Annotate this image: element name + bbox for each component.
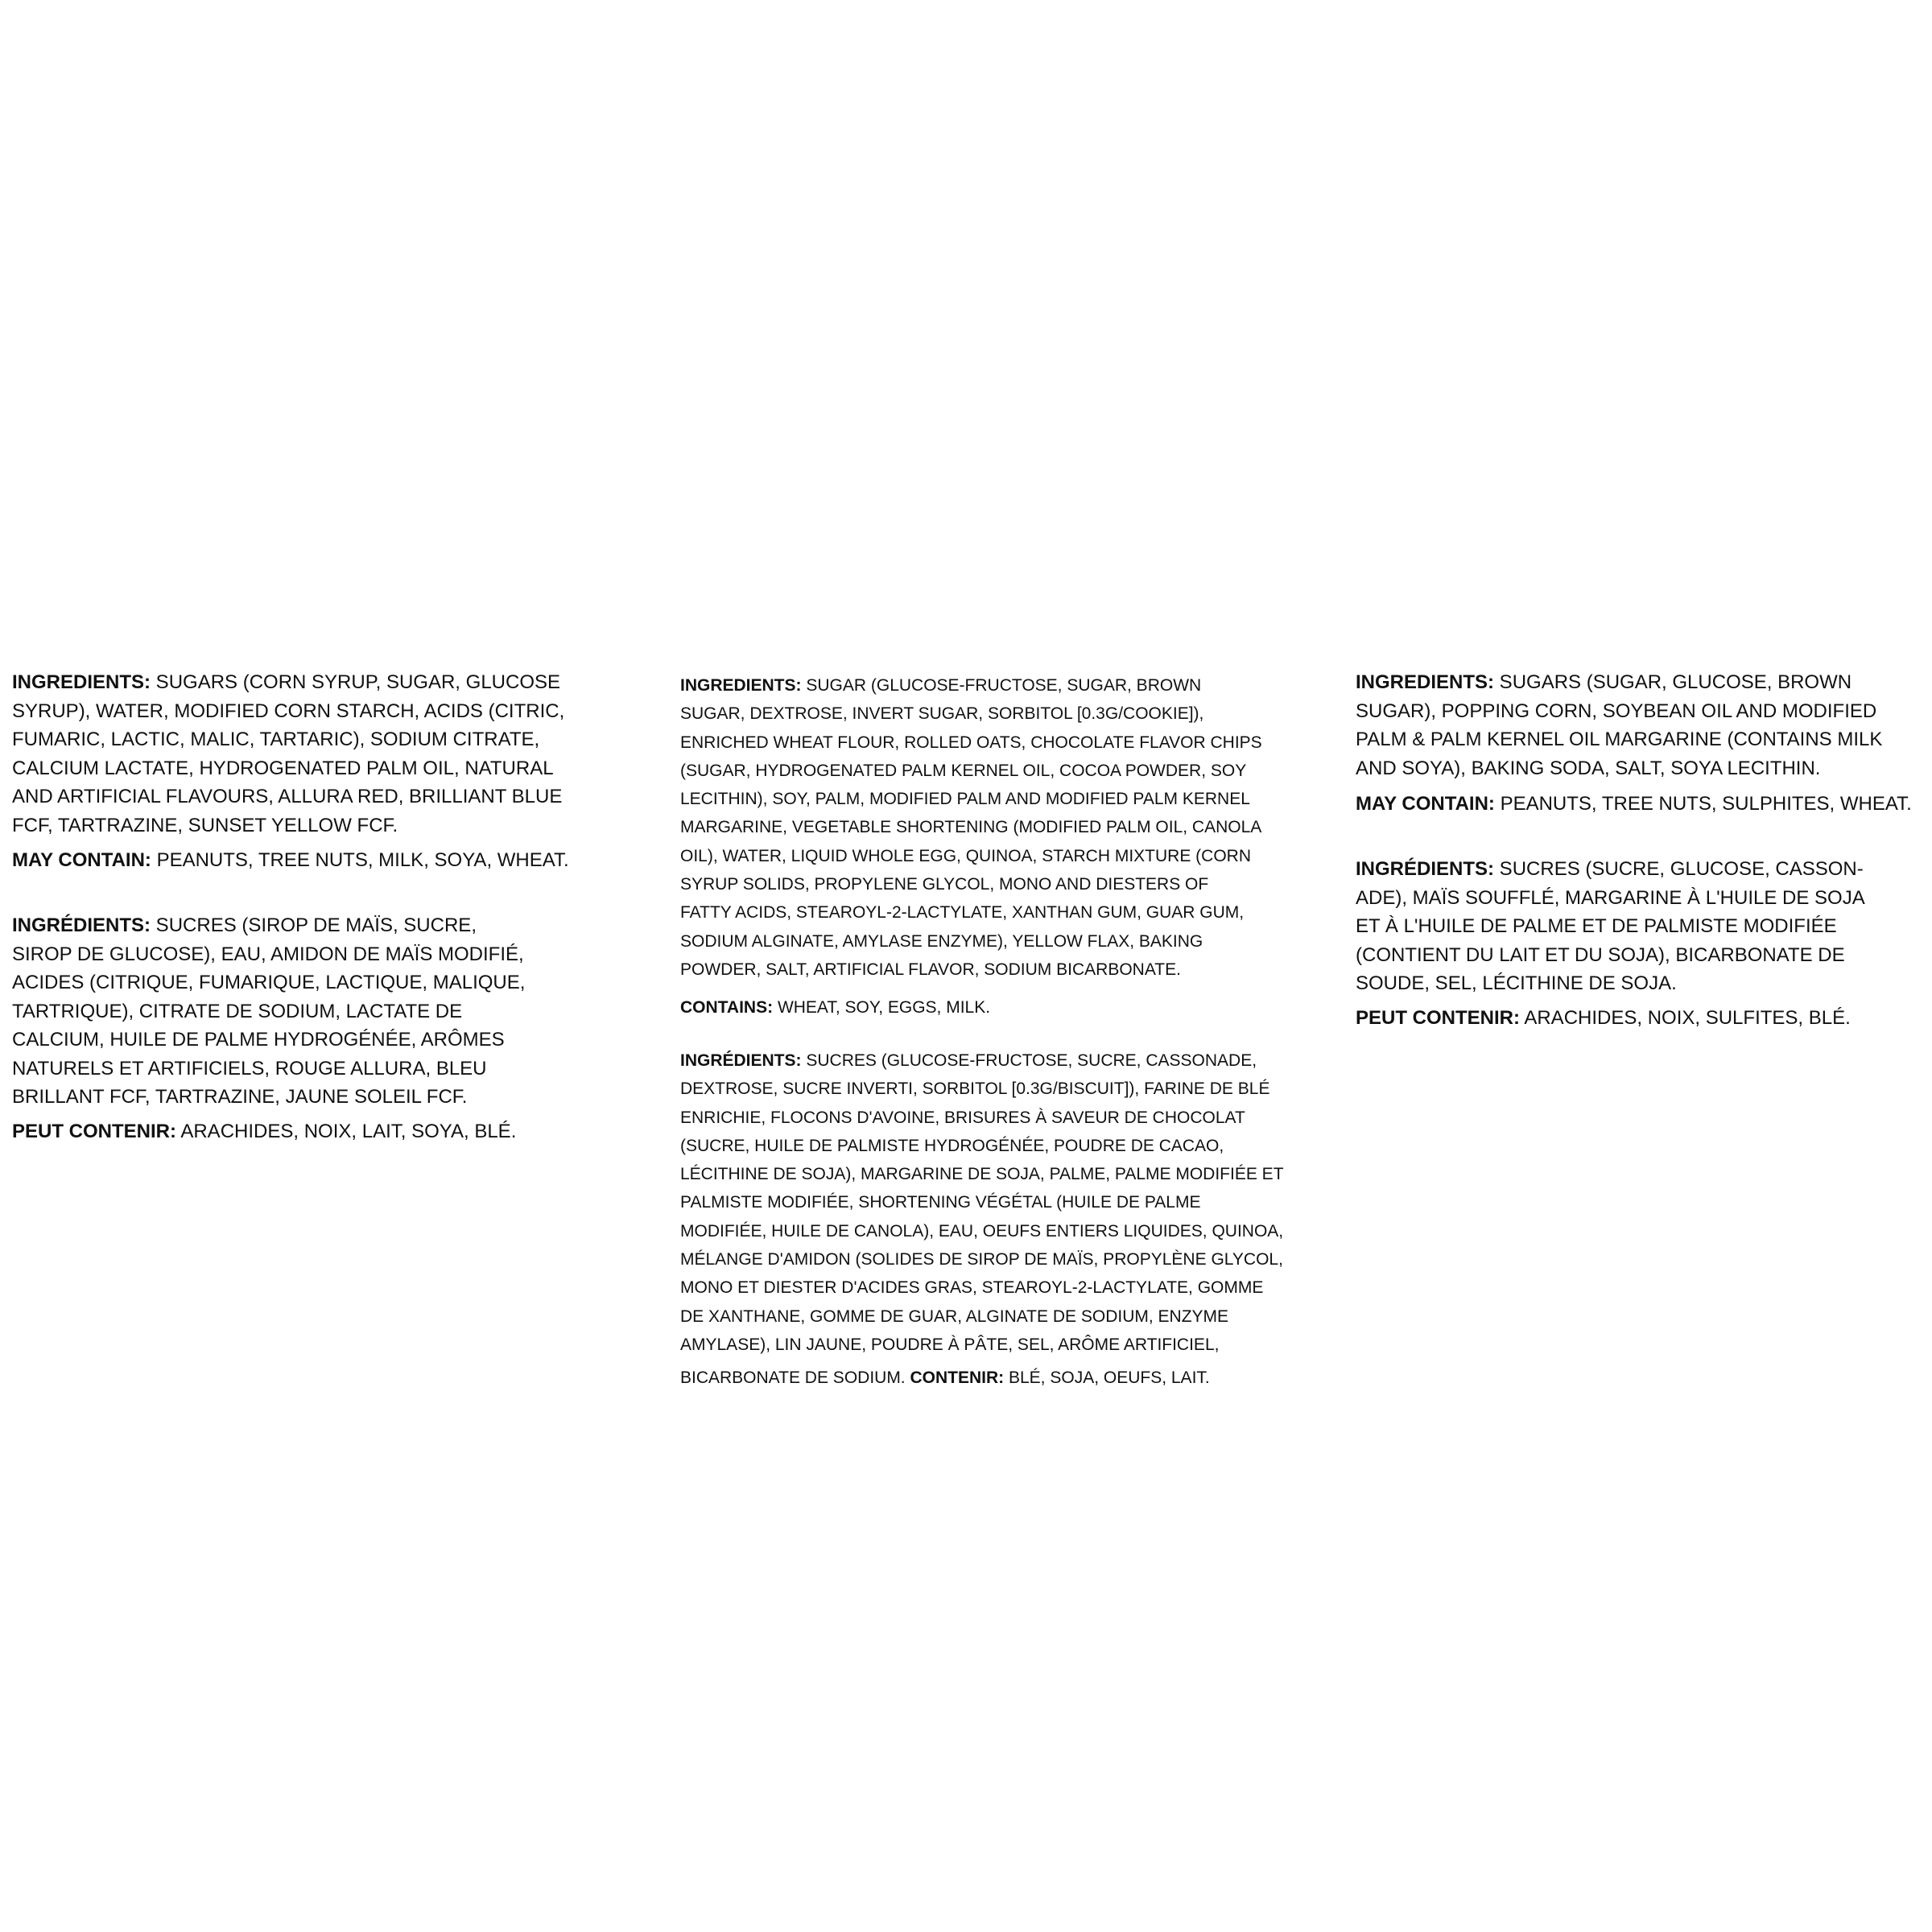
ingredients-text: SUGAR (GLUCOSE-FRUCTOSE, SUGAR, BROWN <box>801 676 1202 695</box>
ingredients-text: AND SOYA), BAKING SODA, SALT, SOYA LECITHIN. <box>1356 757 1821 779</box>
may-contain-text: PEANUTS, TREE NUTS, SULPHITES, WHEAT. <box>1494 793 1912 815</box>
ingredients-text-fr: ADE), MAÏS SOUFFLÉ, MARGARINE À L'HUILE DE SOJA <box>1356 886 1865 909</box>
ingredients-text: PALM & PALM KERNEL OIL MARGARINE (CONTAINS MILK <box>1356 729 1883 750</box>
ingredients-text: MARGARINE, VEGETABLE SHORTENING (MODIFIED PALM OIL, CANOLA <box>680 818 1262 837</box>
ingredients-text-fr: SUCRES (GLUCOSE-FRUCTOSE, SUCRE, CASSONADE, <box>801 1051 1257 1070</box>
ingredients-heading: INGREDIENTS: <box>680 676 802 695</box>
ingredients-text: LECITHIN), SOY, PALM, MODIFIED PALM AND MODIFIED PALM KERNEL <box>680 790 1250 809</box>
ingredients-text: SYRUP SOLIDS, PROPYLENE GLYCOL, MONO AND DIESTERS OF <box>680 875 1209 894</box>
may-contain-text: PEANUTS, TREE NUTS, MILK, SOYA, WHEAT. <box>151 849 569 871</box>
english-ingredients <box>12 668 565 840</box>
peut-contenir <box>1356 1004 1919 1033</box>
ingredients-text: ENRICHED WHEAT FLOUR, ROLLED OATS, CHOCOLATE FLAVOR CHIPS <box>680 733 1262 752</box>
ingredients-text-fr: CALCIUM, HUILE DE PALME HYDROGÉNÉE, ARÔMES <box>12 1029 505 1051</box>
ingredients-text-fr: SUCRES (SUCRE, GLUCOSE, CASSON- <box>1494 858 1864 880</box>
ingredients-text: SUGAR), POPPING CORN, SOYBEAN OIL AND MODIFIED <box>1356 700 1877 722</box>
ingredients-text-fr: TARTRIQUE), CITRATE DE SODIUM, LACTATE DE <box>12 1000 463 1022</box>
ingredients-text-fr: BICARBONATE DE SODIUM. <box>680 1368 910 1388</box>
ingredients-text: AND ARTIFICIAL FLAVOURS, ALLURA RED, BRILLIANT BLUE <box>12 786 563 807</box>
ingredients-heading: INGREDIENTS: <box>12 671 151 693</box>
ingredients-text: FUMARIC, LACTIC, MALIC, TARTARIC), SODIUM CITRATE, <box>12 729 540 750</box>
contenir-text: BLÉ, SOJA, OEUFS, LAIT. <box>1004 1368 1210 1388</box>
ingredients-text-fr: MONO ET DIESTER D'ACIDES GRAS, STEAROYL-2-LACTYLATE, GOMME <box>680 1278 1264 1298</box>
english-ingredients <box>1356 668 1883 782</box>
ingredients-text: FATTY ACIDS, STEAROYL-2-LACTYLATE, XANTHAN GUM, GUAR GUM, <box>680 903 1245 923</box>
ingredients-text: SUGAR, DEXTROSE, INVERT SUGAR, SORBITOL [0.3G/COOKIE]), <box>680 704 1204 724</box>
ingredients-text-fr: NATURELS ET ARTIFICIELS, ROUGE ALLURA, BLEU <box>12 1057 487 1080</box>
ingredients-text: FCF, TARTRAZINE, SUNSET YELLOW FCF. <box>12 814 398 836</box>
contains-text: WHEAT, SOY, EGGS, MILK. <box>773 998 991 1017</box>
ingredients-text: SYRUP), WATER, MODIFIED CORN STARCH, ACIDS (CITRIC, <box>12 700 565 722</box>
ingredients-text: CALCIUM LACTATE, HYDROGENATED PALM OIL, NATURAL <box>12 757 554 779</box>
ingredients-text-fr: ACIDES (CITRIQUE, FUMARIQUE, LACTIQUE, MALIQUE, <box>12 972 526 993</box>
contains <box>680 993 1276 1022</box>
ingredients-text: SUGARS (CORN SYRUP, SUGAR, GLUCOSE <box>151 671 561 693</box>
english-ingredients <box>680 671 1276 984</box>
ingredients-text-fr: SIROP DE GLUCOSE), EAU, AMIDON DE MAÏS MODIFIÉ, <box>12 943 524 965</box>
contenir-heading: CONTENIR: <box>910 1368 1005 1388</box>
ingredients-heading: INGREDIENTS: <box>1356 671 1495 693</box>
ingredients-text-fr: SUCRES (SIROP DE MAÏS, SUCRE, <box>151 914 477 936</box>
may-contain <box>12 846 576 875</box>
ingredients-text-fr: (SUCRE, HUILE DE PALMISTE HYDROGÉNÉE, POUDRE DE CACAO, <box>680 1136 1224 1155</box>
peut-contenir <box>12 1117 559 1146</box>
ingredients-text-fr: DE XANTHANE, GOMME DE GUAR, ALGINATE DE SODIUM, ENZYME <box>680 1307 1229 1326</box>
ingredients-text: SODIUM ALGINATE, AMYLASE ENZYME), YELLOW FLAX, BAKING <box>680 931 1203 951</box>
may-contain <box>1356 790 1919 819</box>
ingredients-text-fr: SOUDE, SEL, LÉCITHINE DE SOJA. <box>1356 972 1677 994</box>
ingredients-text-fr: BRILLANT FCF, TARTRAZINE, JAUNE SOLEIL FCF. <box>12 1086 468 1108</box>
ingredients-text-fr: LÉCITHINE DE SOJA), MARGARINE DE SOJA, PALME, PALME MODIFIÉE ET <box>680 1165 1284 1184</box>
ingredients-text-fr: MÉLANGE D'AMIDON (SOLIDES DE SIROP DE MAÏS, PROPYLÈNE GLYCOL, <box>680 1250 1283 1269</box>
ingredients-text: SUGARS (SUGAR, GLUCOSE, BROWN <box>1494 671 1852 693</box>
ingredients-heading-fr: INGRÉDIENTS: <box>680 1051 802 1070</box>
ingredients-text-fr: AMYLASE), LIN JAUNE, POUDRE À PÂTE, SEL, ARÔME ARTIFICIEL, <box>680 1335 1220 1354</box>
ingredients-text: POWDER, SALT, ARTIFICIAL FLAVOR, SODIUM BICARBONATE. <box>680 960 1181 979</box>
ingredients-text: OIL), WATER, LIQUID WHOLE EGG, QUINOA, STARCH MIXTURE (CORN <box>680 846 1251 865</box>
may-contain-heading: MAY CONTAIN: <box>1356 793 1495 815</box>
contains-heading: CONTAINS: <box>680 998 774 1017</box>
peut-contenir-text: ARACHIDES, NOIX, LAIT, SOYA, BLÉ. <box>176 1121 517 1142</box>
ingredients-text-fr: ENRICHIE, FLOCONS D'AVOINE, BRISURES À SAVEUR DE CHOCOLAT <box>680 1108 1245 1127</box>
peut-contenir-heading: PEUT CONTENIR: <box>12 1121 176 1142</box>
ingredients-text-fr: (CONTIENT DU LAIT ET DU SOJA), BICARBONATE DE <box>1356 943 1845 966</box>
ingredients-text-fr: MODIFIÉE, HUILE DE CANOLA), EAU, OEUFS ENTIERS LIQUIDES, QUINOA, <box>680 1221 1284 1241</box>
french-ingredients <box>12 911 527 1112</box>
ingredients-text-fr: PALMISTE MODIFIÉE, SHORTENING VÉGÉTAL (HUILE DE PALME <box>680 1193 1201 1212</box>
peut-contenir-text: ARACHIDES, NOIX, SULFITES, BLÉ. <box>1520 1007 1851 1029</box>
peut-contenir-heading: PEUT CONTENIR: <box>1356 1007 1520 1029</box>
ingredients-text: (SUGAR, HYDROGENATED PALM KERNEL OIL, COCOA POWDER, SOY <box>680 761 1247 780</box>
may-contain-heading: MAY CONTAIN: <box>12 849 151 871</box>
ingredients-heading-fr: INGRÉDIENTS: <box>12 914 151 936</box>
french-ingredients <box>680 1046 1292 1393</box>
ingredients-heading-fr: INGRÉDIENTS: <box>1356 858 1495 880</box>
ingredients-text-fr: DEXTROSE, SUCRE INVERTI, SORBITOL [0.3G/BISCUIT]), FARINE DE BLÉ <box>680 1080 1270 1099</box>
french-ingredients <box>1356 855 1865 998</box>
ingredients-text-fr: ET À L'HUILE DE PALME ET DE PALMISTE MODIFIÉE <box>1356 915 1837 937</box>
